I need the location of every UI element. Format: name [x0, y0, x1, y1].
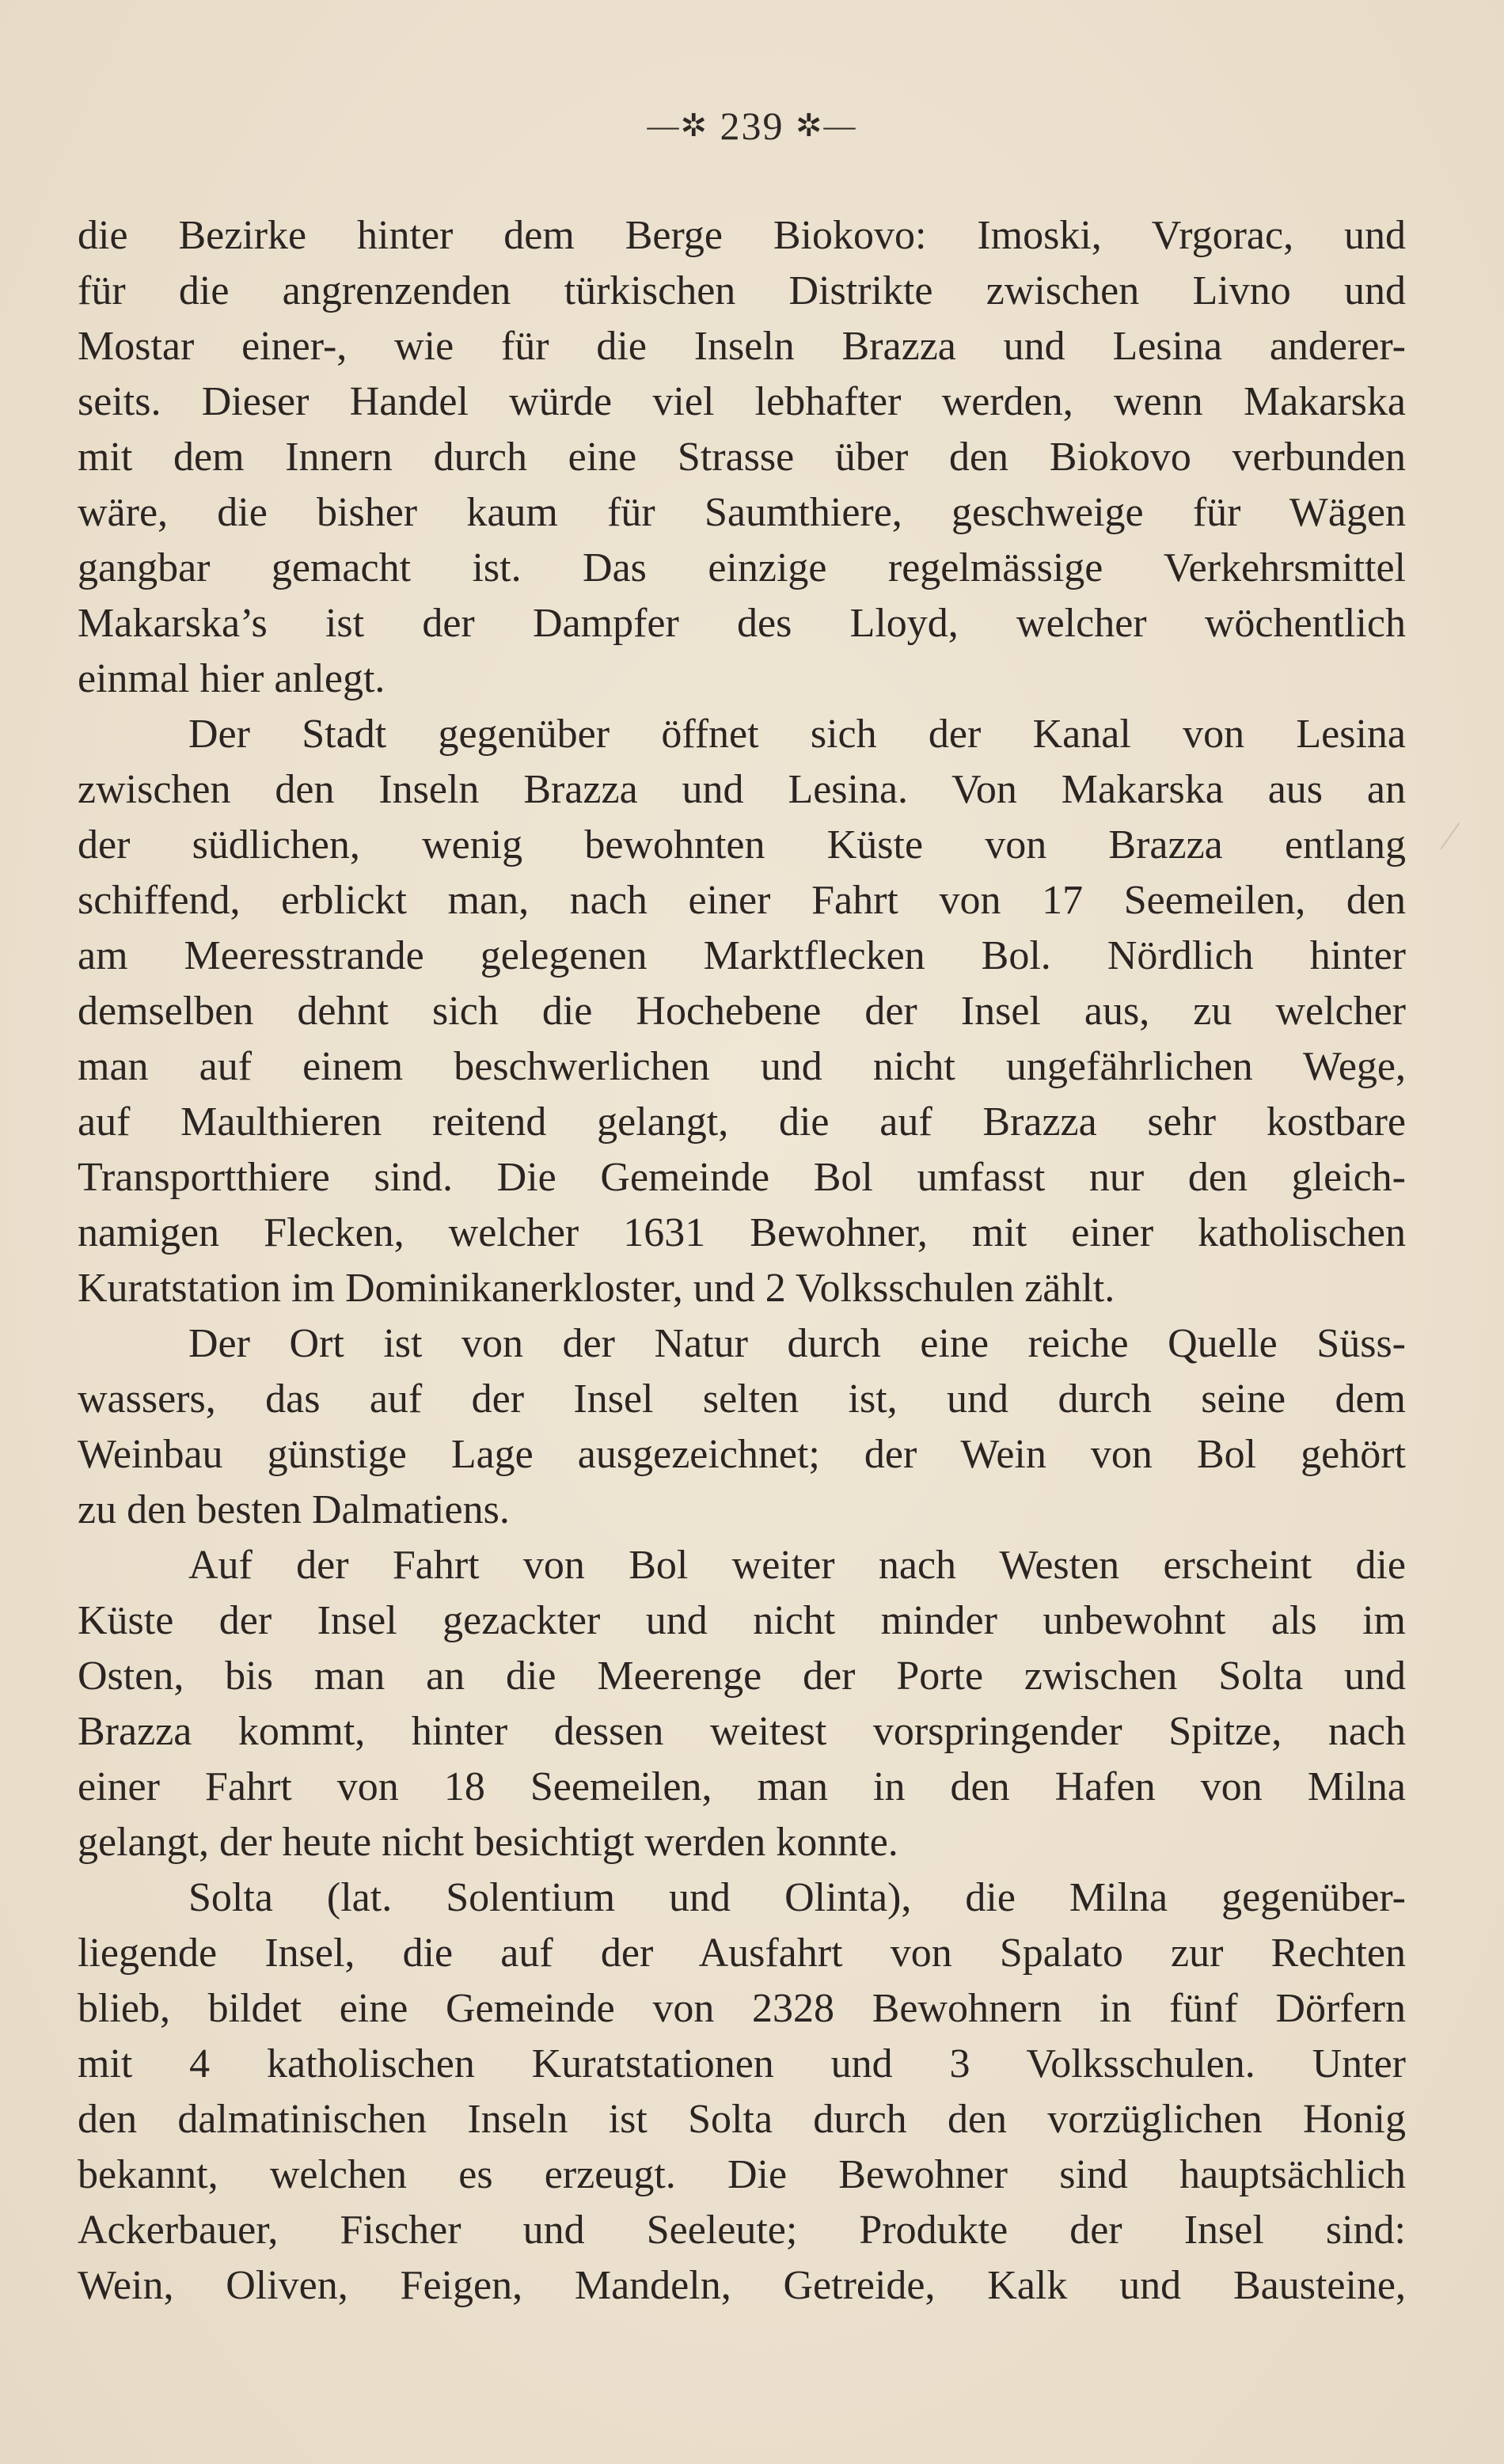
text-line: blieb, bildet eine Gemeinde von 2328 Bewohnern in fünf Dörfern: [78, 1986, 1406, 2031]
text-line: wassers, das auf der Insel selten ist, und durch seine dem: [78, 1376, 1406, 1422]
text-line: mit 4 katholischen Kuratstationen und 3 Volksschulen. Unter: [78, 2041, 1406, 2086]
text-line: einer Fahrt von 18 Seemeilen, man in den Hafen von Milna: [78, 1764, 1406, 1809]
text-line: der südlichen, wenig bewohnten Küste von Brazza entlang: [78, 822, 1406, 868]
text-line: bekannt, welchen es erzeugt. Die Bewohner sind hauptsächlich: [78, 2152, 1406, 2197]
text-line: namigen Flecken, welcher 1631 Bewohner, mit einer katholischen: [78, 1210, 1406, 1255]
text-line: liegende Insel, die auf der Ausfahrt von Spalato zur Rechten: [78, 1931, 1406, 1976]
body-text: [78, 208, 1406, 2314]
page-number: [0, 103, 1504, 149]
text-line: Der Ort ist von der Natur durch eine reiche Quelle Süss-: [188, 1321, 1406, 1366]
text-line: Solta (lat. Solentium und Olinta), die Milna gegenüber-: [188, 1875, 1406, 1920]
text-line: Brazza kommt, hinter dessen weitest vorspringender Spitze, nach: [78, 1709, 1406, 1754]
text-line: gelangt, der heute nicht besichtigt werden konnte.: [78, 1820, 898, 1865]
text-line: zu den besten Dalmatiens.: [78, 1487, 510, 1532]
text-line: gangbar gemacht ist. Das einzige regelmässige Verkehrsmittel: [78, 545, 1406, 590]
text-line: seits. Dieser Handel würde viel lebhafter werden, wenn Makarska: [78, 379, 1406, 424]
text-line: den dalmatinischen Inseln ist Solta durch den vorzüglichen Honig: [78, 2097, 1406, 2142]
paper-mark: [1440, 822, 1479, 863]
page-number-value: 239: [720, 104, 784, 148]
text-line: die Bezirke hinter dem Berge Biokovo: Imoski, Vrgorac, und: [78, 213, 1406, 258]
text-line: Wein, Oliven, Feigen, Mandeln, Getreide, Kalk und Bausteine,: [78, 2263, 1406, 2308]
text-line: auf Maulthieren reitend gelangt, die auf Brazza sehr kostbare: [78, 1099, 1406, 1145]
text-line: schiffend, erblickt man, nach einer Fahrt von 17 Seemeilen, den: [78, 878, 1406, 923]
text-line: am Meeresstrande gelegenen Marktflecken Bol. Nördlich hinter: [78, 933, 1406, 978]
text-line: Makarska’s ist der Dampfer des Lloyd, welcher wöchentlich: [78, 601, 1406, 646]
text-line: Auf der Fahrt von Bol weiter nach Westen erscheint die: [188, 1543, 1406, 1588]
text-line: Kuratstation im Dominikanerkloster, und 2 Volksschulen zählt.: [78, 1266, 1115, 1311]
text-line: Weinbau günstige Lage ausgezeichnet; der Wein von Bol gehört: [78, 1432, 1406, 1477]
text-line: Mostar einer-, wie für die Inseln Brazza und Lesina anderer-: [78, 324, 1406, 369]
ornament-right: ✲—: [796, 108, 857, 143]
text-line: Transportthiere sind. Die Gemeinde Bol umfasst nur den gleich-: [78, 1155, 1406, 1200]
text-line: Der Stadt gegenüber öffnet sich der Kanal von Lesina: [188, 712, 1406, 757]
text-line: für die angrenzenden türkischen Distrikte zwischen Livno und: [78, 268, 1406, 313]
text-line: demselben dehnt sich die Hochebene der Insel aus, zu welcher: [78, 989, 1406, 1034]
text-line: Osten, bis man an die Meerenge der Porte zwischen Solta und: [78, 1653, 1406, 1699]
text-line: wäre, die bisher kaum für Saumthiere, geschweige für Wägen: [78, 490, 1406, 535]
ornament-left: —✲: [647, 108, 708, 143]
text-line: einmal hier anlegt.: [78, 656, 385, 701]
text-line: Ackerbauer, Fischer und Seeleute; Produkte der Insel sind:: [78, 2208, 1406, 2253]
text-line: man auf einem beschwerlichen und nicht ungefährlichen Wege,: [78, 1044, 1406, 1089]
text-line: mit dem Innern durch eine Strasse über den Biokovo verbunden: [78, 435, 1406, 480]
text-line: Küste der Insel gezackter und nicht minder unbewohnt als im: [78, 1598, 1406, 1643]
text-line: zwischen den Inseln Brazza und Lesina. Von Makarska aus an: [78, 767, 1406, 812]
